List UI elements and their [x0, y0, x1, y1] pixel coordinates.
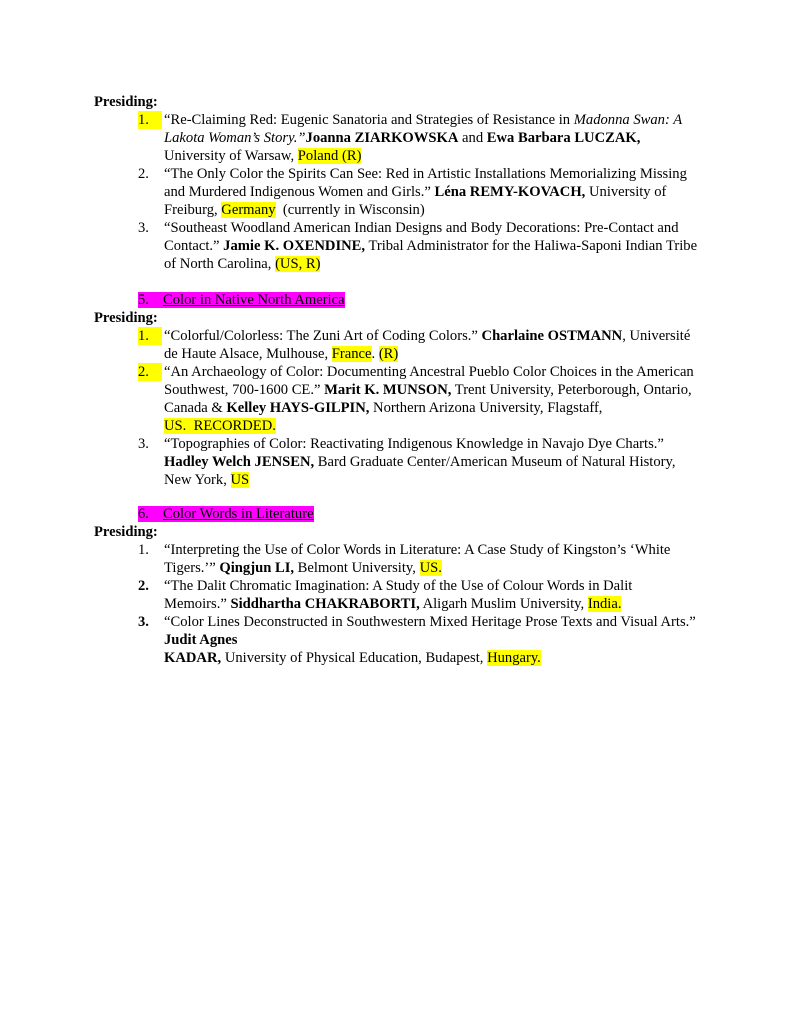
author-name: Charlaine OSTMANN: [481, 328, 623, 344]
paper-text: [164, 327, 698, 363]
affiliation: Trent University, Peterborough, Ontario, Canada &: [164, 382, 692, 416]
author-name: Léna REMY-KOVACH,: [434, 184, 586, 200]
paper-text: [164, 541, 698, 577]
paper-title: “Colorful/Colorless: The Zuni Art of Coding Colors.”: [164, 328, 482, 344]
affiliation: Tribal Administrator for the Haliwa-Saponi Indian Tribe of North Carolina,: [164, 238, 698, 272]
paper-title: “The Only Color the Spirits Can See: Red in Artistic Installations Memorializing Missing and Murdered Indigenous Women and Girls.”: [164, 166, 687, 200]
paper-text: [164, 165, 698, 219]
affiliation: University of Freiburg,: [164, 184, 667, 218]
conjunction: and: [458, 130, 487, 146]
paper-text: [164, 219, 698, 273]
affiliation: University of Warsaw,: [164, 148, 298, 164]
author-name: Siddhartha CHAKRABORTI,: [230, 596, 420, 612]
separator: .: [371, 346, 379, 362]
author-name: Hadley Welch JENSEN,: [164, 454, 315, 470]
item-number: 3.: [138, 220, 149, 236]
session-heading: [138, 505, 314, 523]
author-name: Qingjun LI,: [219, 560, 295, 576]
note: (currently in Wisconsin): [275, 202, 425, 218]
author-name: Jamie K. OXENDINE,: [223, 238, 366, 254]
paper-text: [164, 435, 698, 489]
item-number: 2.: [138, 578, 149, 594]
paper-entry: [138, 111, 698, 165]
country-tag: Germany: [221, 202, 276, 218]
paper-entry: [138, 327, 698, 363]
paper-title: “Color Lines Deconstructed in Southwestern Mixed Heritage Prose Texts and Visual Arts.”: [164, 614, 696, 630]
country-tag: US.: [419, 560, 442, 576]
paper-entry: [138, 541, 698, 577]
author-name: Judit Agnes: [164, 632, 238, 648]
item-number: 3.: [138, 436, 149, 452]
author-name: Marit K. MUNSON,: [324, 382, 452, 398]
affiliation: Bard Graduate Center/American Museum of Natural History, New York,: [164, 454, 676, 488]
country-tag: India.: [587, 596, 622, 612]
item-number: 1.: [138, 327, 162, 345]
paper-title: “Re-Claiming Red: Eugenic Sanatoria and Strategies of Resistance in: [164, 112, 574, 128]
session-number: 5.: [138, 292, 149, 308]
paper-title: “An Archaeology of Color: Documenting Ancestral Pueblo Color Choices in the American Southwest, 700-1600 CE.”: [164, 364, 694, 398]
paper-entry: [138, 435, 698, 489]
paper-text: [164, 111, 698, 165]
presiding-label: Presiding:: [94, 310, 158, 326]
country-tag: Poland (R): [297, 148, 362, 164]
country-tag: US: [230, 472, 250, 488]
presiding-label: Presiding:: [94, 524, 158, 540]
item-number: 2.: [138, 166, 149, 182]
session-title: Color Words in Literature: [163, 506, 314, 522]
paper-text: [164, 577, 698, 613]
country-tag: Hungary.: [487, 650, 541, 666]
item-number: 1.: [138, 542, 149, 558]
affiliation: Belmont University,: [294, 560, 420, 576]
country-tag: (US, R): [275, 256, 321, 272]
author-name: Ewa Barbara LUCZAK,: [486, 130, 641, 146]
paper-entry: [138, 363, 698, 435]
country-tag: France: [331, 346, 372, 362]
paper-entry: [138, 613, 698, 667]
session-heading: [138, 291, 345, 309]
session-title: Color in Native North America: [163, 292, 345, 308]
affiliation: , Université de Haute Alsace, Mulhouse,: [164, 328, 691, 362]
status-tag: (R): [378, 346, 399, 362]
paper-text: [164, 613, 698, 667]
country-tag: US. RECORDED.: [164, 418, 276, 434]
item-number: 2.: [138, 363, 162, 381]
paper-title: “Southeast Woodland American Indian Designs and Body Decorations: Pre-Contact and Contact.”: [164, 220, 679, 254]
paper-entry: [138, 577, 698, 613]
paper-title: “Topographies of Color: Reactivating Indigenous Knowledge in Navajo Dye Charts.”: [164, 436, 664, 452]
paper-entry: [138, 219, 698, 273]
affiliation: University of Physical Education, Budapest,: [221, 650, 488, 666]
affiliation: Aligarh Muslim University,: [419, 596, 588, 612]
session-number: 6.: [138, 506, 149, 522]
paper-title: “The Dalit Chromatic Imagination: A Study of the Use of Colour Words in Dalit Memoirs.”: [164, 578, 633, 612]
author-name: Joanna ZIARKOWSKA: [305, 130, 459, 146]
paper-entry: [138, 165, 698, 219]
paper-text: [164, 363, 698, 435]
author-name: Kelley HAYS-GILPIN,: [226, 400, 370, 416]
paper-title: “Interpreting the Use of Color Words in Literature: A Case Study of Kingston’s ‘White Tigers.’”: [164, 542, 671, 576]
item-number: 1.: [138, 111, 162, 129]
author-name: KADAR,: [164, 650, 222, 666]
affiliation: Northern Arizona University, Flagstaff,: [369, 400, 603, 416]
presiding-label: Presiding:: [94, 94, 158, 110]
item-number: 3.: [138, 614, 149, 630]
paper-title-italic: Madonna Swan: A Lakota Woman’s Story.”: [164, 112, 682, 146]
